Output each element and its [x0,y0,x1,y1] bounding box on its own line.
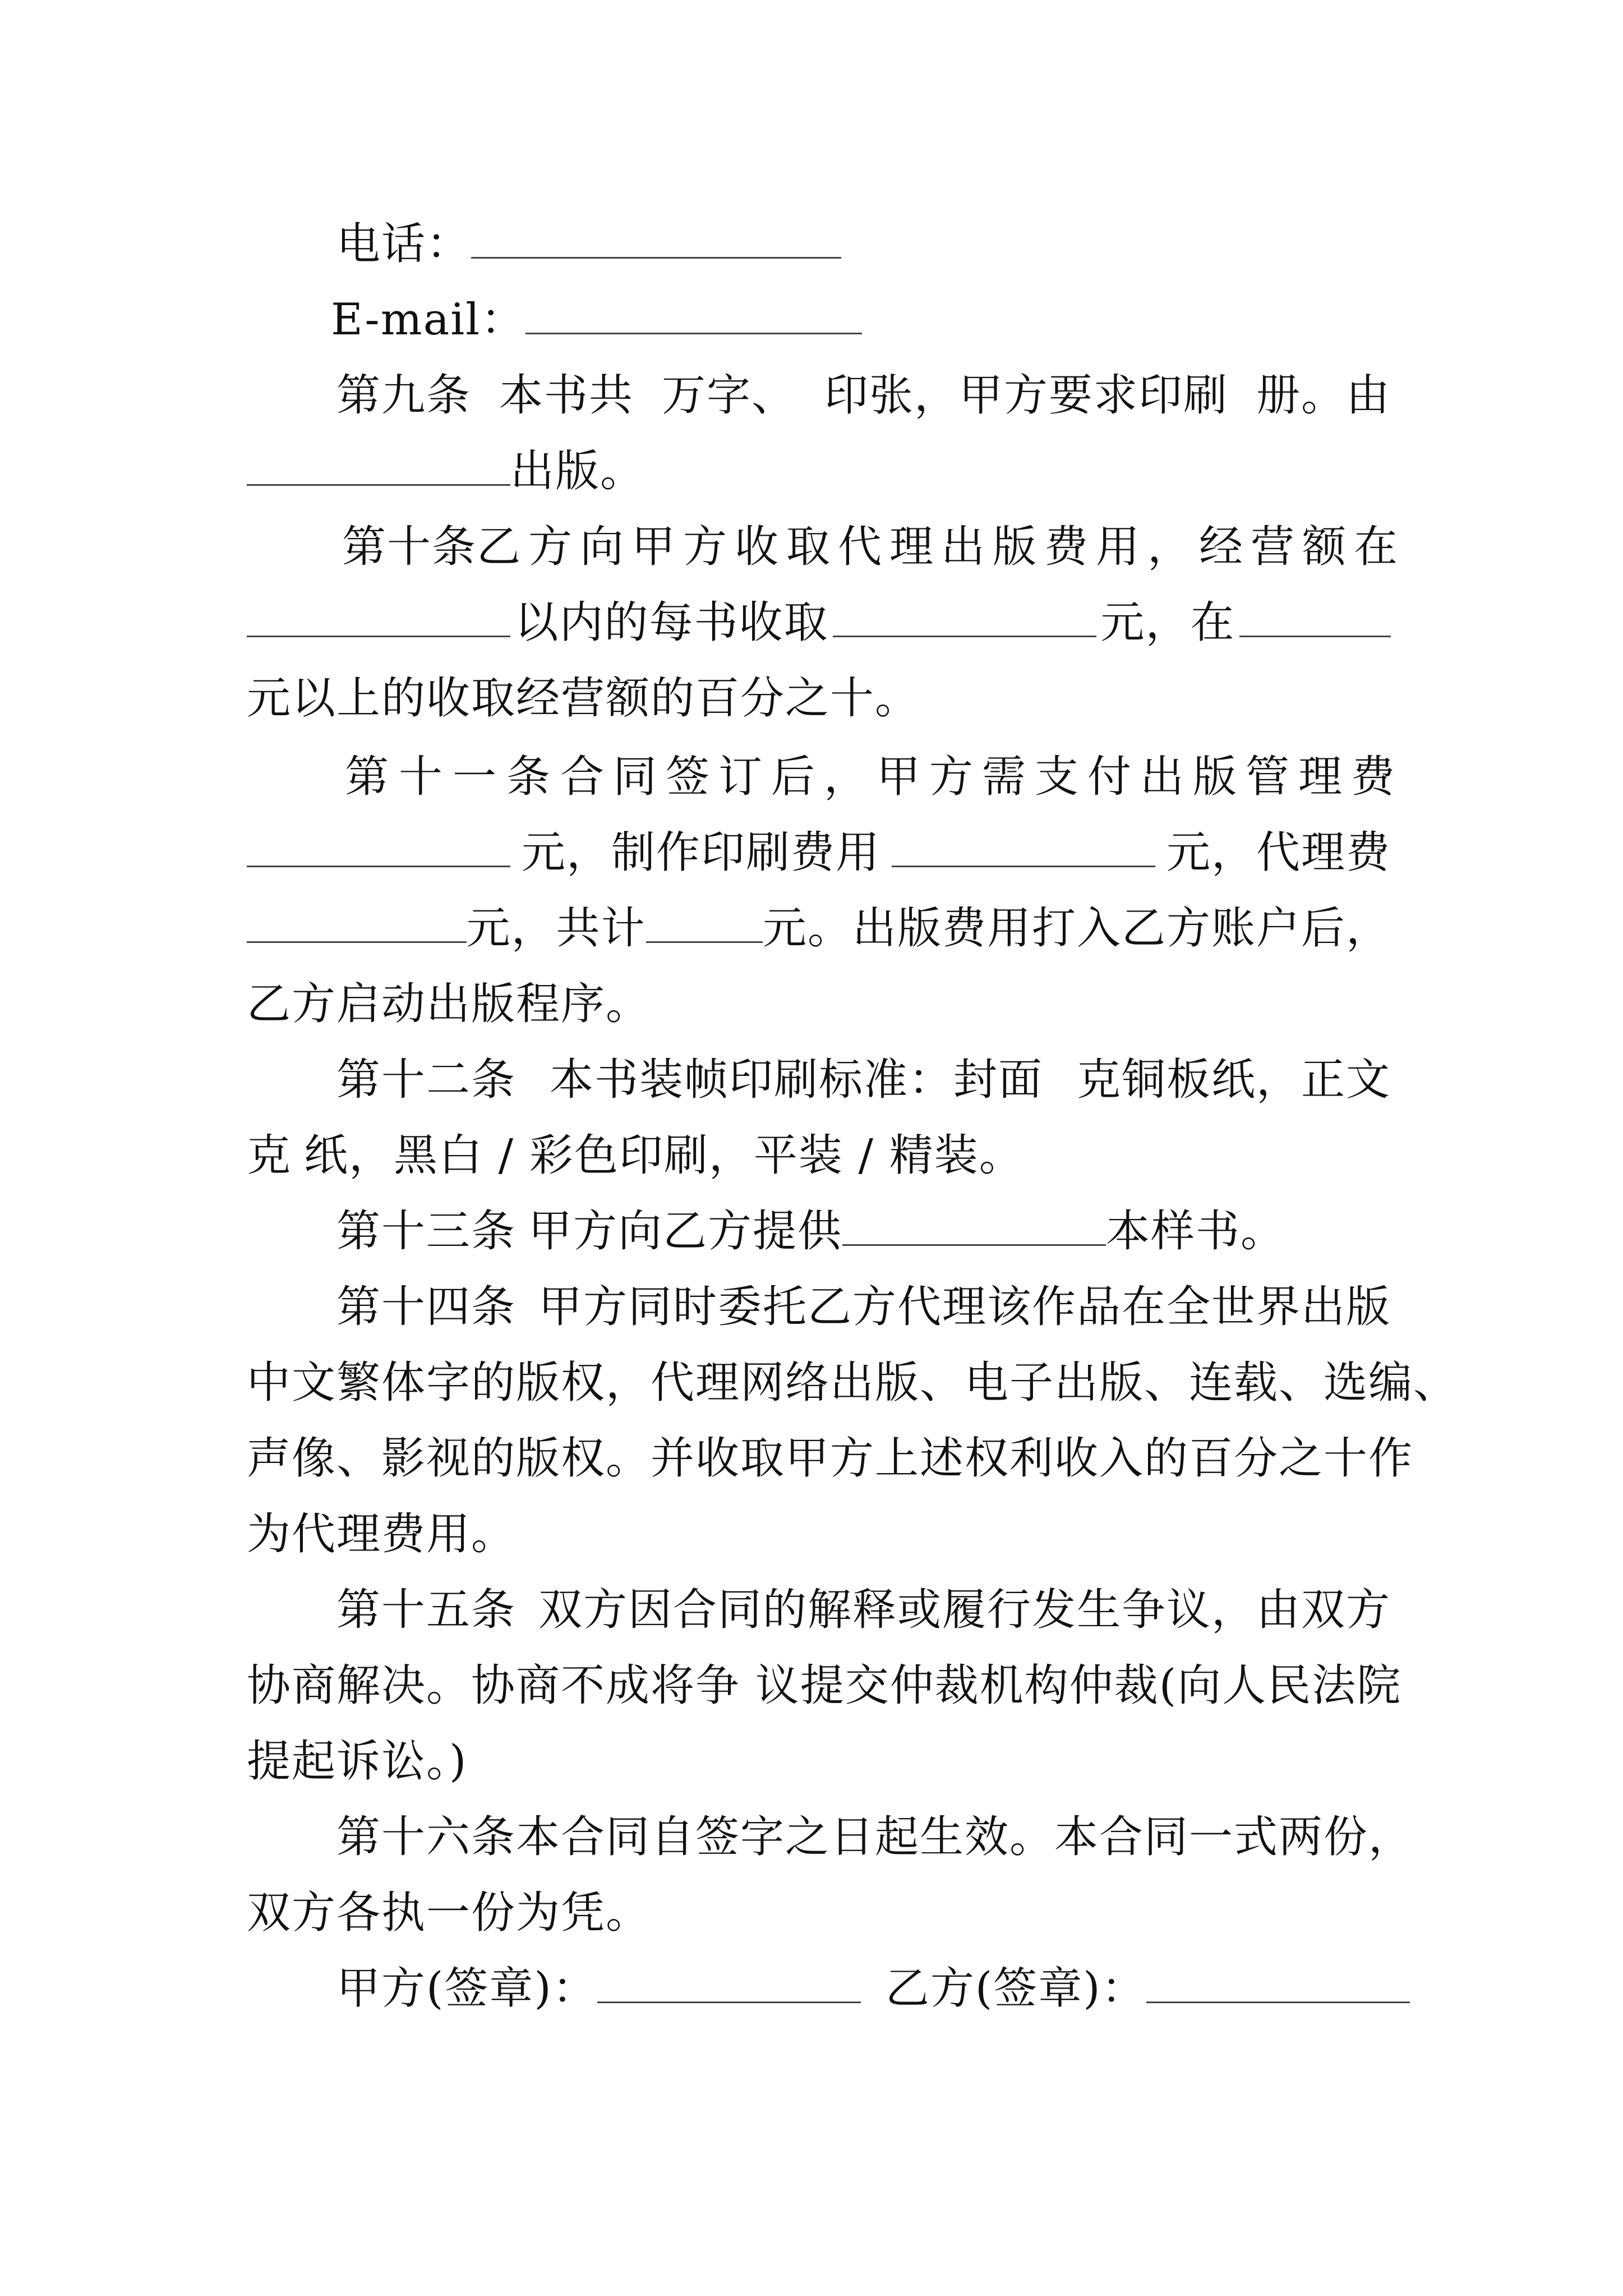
art12-label: 第十二条 [336,1055,517,1105]
art13-label: 第十三条 [336,1206,517,1257]
art10-fee-blank [833,601,1096,637]
art9-text-a: 本书共 [499,370,634,421]
email-line [331,292,1475,348]
art14-text-3: 声像、影视的版权。并收取甲方上述权利收入的百分之十作 [247,1433,1414,1484]
art12-text-d: 纸，黑白 / 彩色印刷，平装 / 精装。 [304,1130,1024,1181]
art10-line1 [342,519,1406,575]
art14-line3 [247,1430,1414,1487]
art11-total-blank [646,907,763,943]
art14-text-4: 为代理费用。 [247,1509,517,1559]
art15-line1 [336,1582,1391,1638]
art11-line4 [247,976,1391,1032]
art12-text-c: 克 [247,1130,292,1181]
art11-mgmt-fee-blank [247,831,510,867]
party-b-label: 乙方(签章)： [885,1963,1146,2014]
art11-text-e: 元。出版费用打入乙方账户后， [762,903,1391,954]
art15-text-3: 提起诉讼。) [247,1736,468,1787]
art9-line2 [247,443,1391,499]
art11-text-a: 合同签订后，甲方需支付出版管理费 [560,752,1404,802]
art10-text-b: 以内的每书收取 [514,597,829,648]
art9-text-e: 出版。 [510,446,645,496]
party-a-label: 甲方(签章)： [336,1963,597,2014]
art10-text-c: 元，在 [1100,597,1235,648]
art10-amount-blank [247,601,510,637]
art16-text-1: 本合同自签字之日起生效。本合同一式两份， [516,1812,1414,1862]
art13-copies-blank [842,1209,1106,1246]
art10-label: 第十条 [342,522,477,572]
art13-line1 [336,1203,1481,1259]
phone-line [336,216,1481,272]
signature-line [336,1961,1481,2017]
art10-text-a: 乙方向甲方收取代理出版费用，经营额在 [477,522,1406,572]
art11-line2 [247,825,1391,881]
party-b-signature-blank [1146,1967,1410,2003]
phone-blank [471,222,841,259]
art12-line2 [247,1128,1391,1184]
art12-text-a: 本书装帧印刷标准：封面 [549,1055,1043,1105]
art14-line2 [247,1355,1459,1411]
art9-label: 第九条 [336,370,472,421]
email-label: E-mail： [331,295,526,345]
art15-text-2: 协商解决。协商不成将争 议提交仲裁机构仲裁(向人民法院 [247,1660,1402,1711]
art10-line2 [247,595,1391,651]
art11-agent-fee-blank [247,907,467,943]
art9-publisher-blank [247,449,510,486]
email-blank [525,298,862,334]
art14-line4 [247,1506,1391,1562]
art16-line2 [247,1885,1391,1941]
art9-text-c: 印张，甲方要求印刷 [824,370,1228,421]
art12-line1 [336,1052,1391,1108]
art16-label: 第十六条 [336,1812,517,1862]
art13-text-b: 本样书。 [1106,1206,1286,1257]
art11-text-f: 乙方启动出版程序。 [247,979,651,1029]
art9-text-b: 万字、 [661,370,796,421]
party-a-signature-blank [597,1967,861,2003]
art11-text-b: 元，制作印刷费用 [521,827,880,878]
art16-line1 [336,1809,1414,1865]
art14-line1 [336,1279,1391,1335]
art15-text-1: 双方因合同的解释或履行发生争议，由双方 [538,1585,1391,1635]
art9-line1 [336,367,1391,424]
art11-print-fee-blank [892,831,1155,867]
art14-text-1: 甲方同时委托乙方代理该作品在全世界出版 [538,1282,1391,1332]
art15-line2 [247,1658,1402,1714]
phone-label: 电话： [336,219,472,269]
art11-line3 [247,900,1391,956]
art15-line3 [247,1733,1391,1789]
art10-line3 [247,670,1391,726]
art9-text-d: 册。由 [1256,370,1391,421]
art15-label: 第十五条 [336,1585,517,1635]
art12-text-b: 克铜板纸，正文 [1076,1055,1391,1105]
art11-text-d: 元，共计 [466,903,646,954]
art13-text-a: 甲方向乙方提供 [528,1206,843,1257]
art10-threshold-blank [1239,601,1391,637]
art14-label: 第十四条 [336,1282,517,1332]
art10-text-d: 元以上的收取经营额的百分之十。 [247,673,920,724]
art11-label: 第十一条 [345,752,561,802]
art14-text-2: 中文繁体字的版权，代理网络出版、电子出版、连载、选编、 [247,1358,1459,1408]
art11-text-c: 元，代理费 [1166,827,1391,878]
art11-line1 [345,749,1404,805]
art16-text-2: 双方各执一份为凭。 [247,1888,651,1938]
